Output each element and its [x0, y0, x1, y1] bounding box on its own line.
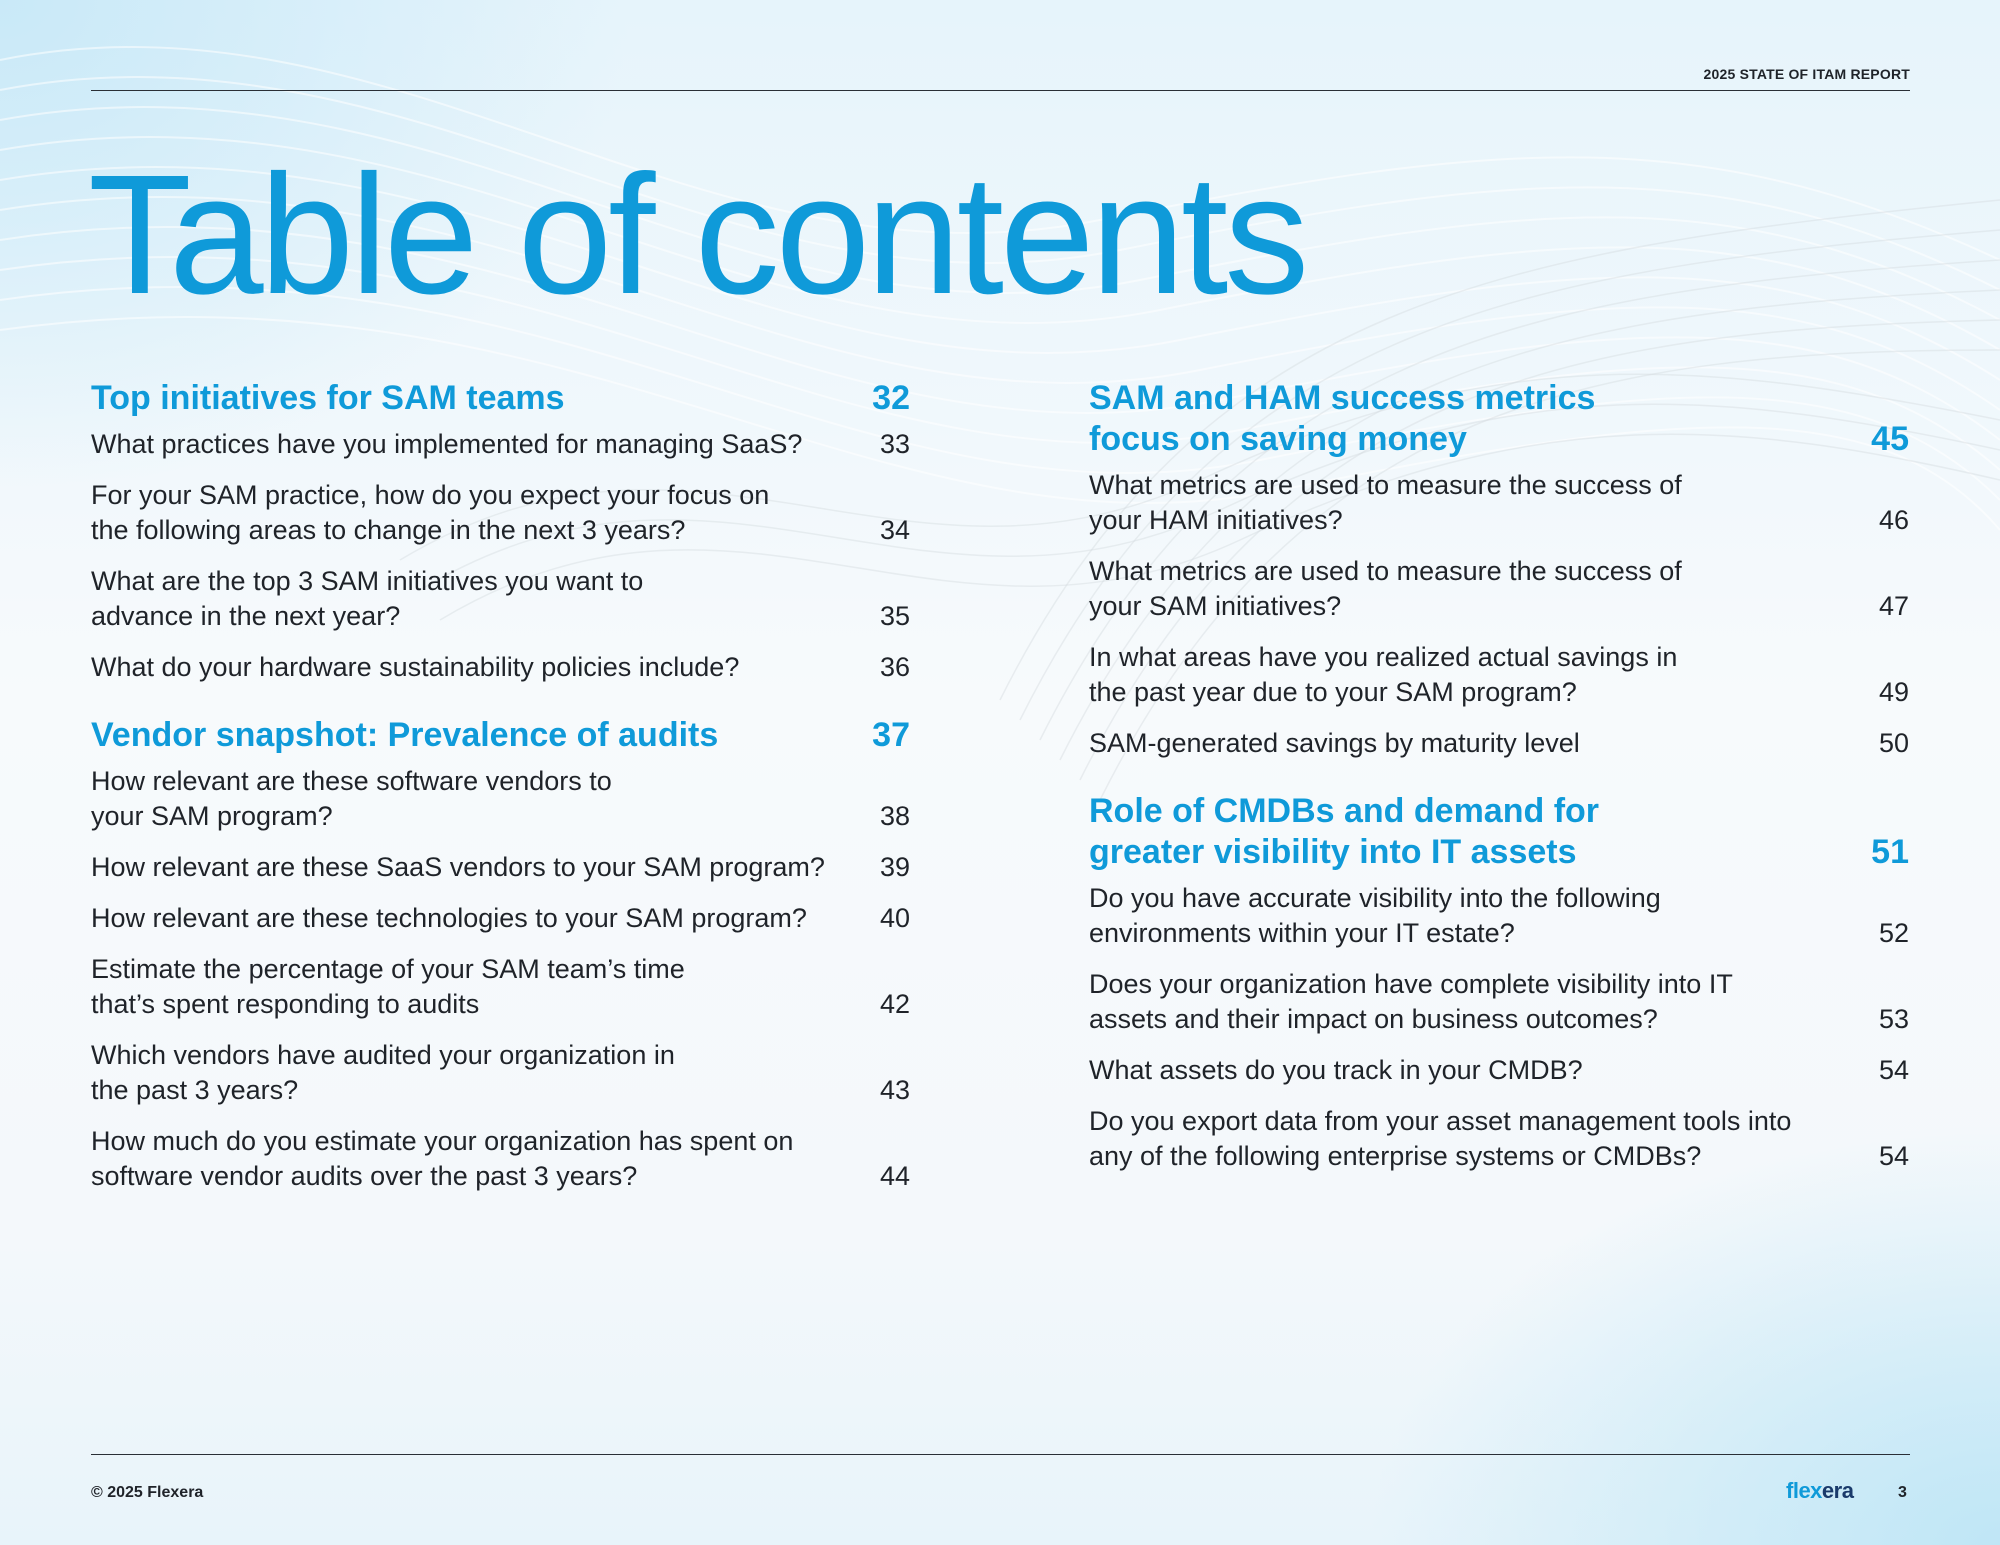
entry-page-number: 52	[1878, 918, 1909, 948]
copyright-notice: © 2025 Flexera	[91, 1484, 204, 1501]
section-heading[interactable]	[1089, 791, 1909, 873]
toc-section	[91, 378, 910, 685]
toc-entry[interactable]	[1089, 1053, 1909, 1088]
footer-divider	[91, 1454, 1910, 1455]
section-page-number: 51	[1871, 833, 1909, 871]
entry-title: What assets do you track in your CMDB?	[1089, 1055, 1583, 1085]
logo-part-era: era	[1821, 1478, 1854, 1503]
toc-entry[interactable]	[91, 901, 910, 936]
entry-title: Estimate the percentage of your SAM team’s time that’s spent responding to audits	[91, 954, 685, 1019]
section-title[interactable]: Role of CMDBs and demand for greater visibility into IT assets	[1089, 792, 1600, 871]
entry-title: How much do you estimate your organization has spent on software vendor audits over the past 3 years?	[91, 1126, 794, 1191]
entry-title: In what areas have you realized actual savings in the past year due to your SAM program?	[1089, 642, 1678, 707]
section-page-number: 37	[872, 716, 910, 754]
entry-page-number: 50	[1878, 728, 1909, 758]
toc-entry[interactable]	[91, 764, 910, 834]
toc-entry[interactable]	[1089, 967, 1909, 1037]
entry-page-number: 35	[879, 601, 910, 631]
entry-title: How relevant are these technologies to your SAM program?	[91, 903, 807, 933]
entry-page-number: 33	[879, 429, 910, 459]
toc-section	[1089, 378, 1909, 761]
entry-title: What are the top 3 SAM initiatives you want to advance in the next year?	[91, 566, 644, 631]
section-page-number: 45	[1871, 420, 1909, 458]
toc-entry[interactable]	[1089, 468, 1909, 538]
entry-title: Which vendors have audited your organization in the past 3 years?	[91, 1040, 675, 1105]
section-heading[interactable]	[91, 715, 910, 756]
toc-entry[interactable]	[91, 1124, 910, 1194]
entry-title: For your SAM practice, how do you expect your focus on the following areas to change in the next 3 years?	[91, 480, 770, 545]
entry-title: How relevant are these SaaS vendors to your SAM program?	[91, 852, 825, 882]
toc-entry[interactable]	[91, 952, 910, 1022]
entry-title: Does your organization have complete visibility into IT assets and their impact on business outcomes?	[1089, 969, 1733, 1034]
section-heading[interactable]	[1089, 378, 1909, 460]
toc-entry[interactable]	[1089, 881, 1909, 951]
section-heading[interactable]	[91, 378, 910, 419]
entry-page-number: 40	[879, 903, 910, 933]
entry-page-number: 38	[879, 801, 910, 831]
toc-left-column	[91, 378, 910, 1224]
logo-part-flex: flex	[1786, 1478, 1822, 1503]
entry-title: SAM-generated savings by maturity level	[1089, 728, 1580, 758]
page-title: Table of contents	[88, 140, 1306, 330]
toc-entry[interactable]	[91, 427, 910, 462]
toc-entry[interactable]	[91, 1038, 910, 1108]
entry-page-number: 36	[879, 652, 910, 682]
toc-section	[1089, 791, 1909, 1174]
entry-title: What metrics are used to measure the success of your HAM initiatives?	[1089, 470, 1682, 535]
entry-title: Do you have accurate visibility into the following environments within your IT estate?	[1089, 883, 1661, 948]
entry-page-number: 43	[879, 1075, 910, 1105]
entry-title: Do you export data from your asset management tools into any of the following enterprise systems or CMDBs?	[1089, 1106, 1792, 1171]
entry-page-number: 54	[1878, 1141, 1909, 1171]
toc-entry[interactable]	[91, 850, 910, 885]
toc-entry[interactable]	[1089, 1104, 1909, 1174]
entry-title: How relevant are these software vendors to your SAM program?	[91, 766, 612, 831]
entry-page-number: 39	[879, 852, 910, 882]
flexera-logo	[1786, 1478, 1853, 1504]
entry-page-number: 34	[879, 515, 910, 545]
toc-entry[interactable]	[1089, 554, 1909, 624]
entry-page-number: 46	[1878, 505, 1909, 535]
report-title: 2025 STATE OF ITAM REPORT	[1703, 66, 1910, 82]
entry-page-number: 54	[1878, 1055, 1909, 1085]
entry-page-number: 44	[879, 1161, 910, 1191]
toc-right-column	[1089, 378, 1909, 1204]
toc-entry[interactable]	[91, 650, 910, 685]
entry-page-number: 47	[1878, 591, 1909, 621]
entry-page-number: 49	[1878, 677, 1909, 707]
entry-title: What do your hardware sustainability policies include?	[91, 652, 740, 682]
entry-page-number: 42	[879, 989, 910, 1019]
section-title[interactable]: Top initiatives for SAM teams	[91, 379, 565, 417]
toc-entry[interactable]	[1089, 640, 1909, 710]
toc-section	[91, 715, 910, 1194]
section-title[interactable]: SAM and HAM success metrics focus on saving money	[1089, 379, 1596, 458]
section-page-number: 32	[872, 379, 910, 417]
entry-title: What metrics are used to measure the success of your SAM initiatives?	[1089, 556, 1682, 621]
header-divider	[91, 90, 1910, 91]
entry-title: What practices have you implemented for managing SaaS?	[91, 429, 803, 459]
toc-entry[interactable]	[91, 564, 910, 634]
entry-page-number: 53	[1878, 1004, 1909, 1034]
page-number: 3	[1898, 1484, 1907, 1501]
toc-entry[interactable]	[91, 478, 910, 548]
toc-entry[interactable]	[1089, 726, 1909, 761]
section-title[interactable]: Vendor snapshot: Prevalence of audits	[91, 716, 719, 754]
